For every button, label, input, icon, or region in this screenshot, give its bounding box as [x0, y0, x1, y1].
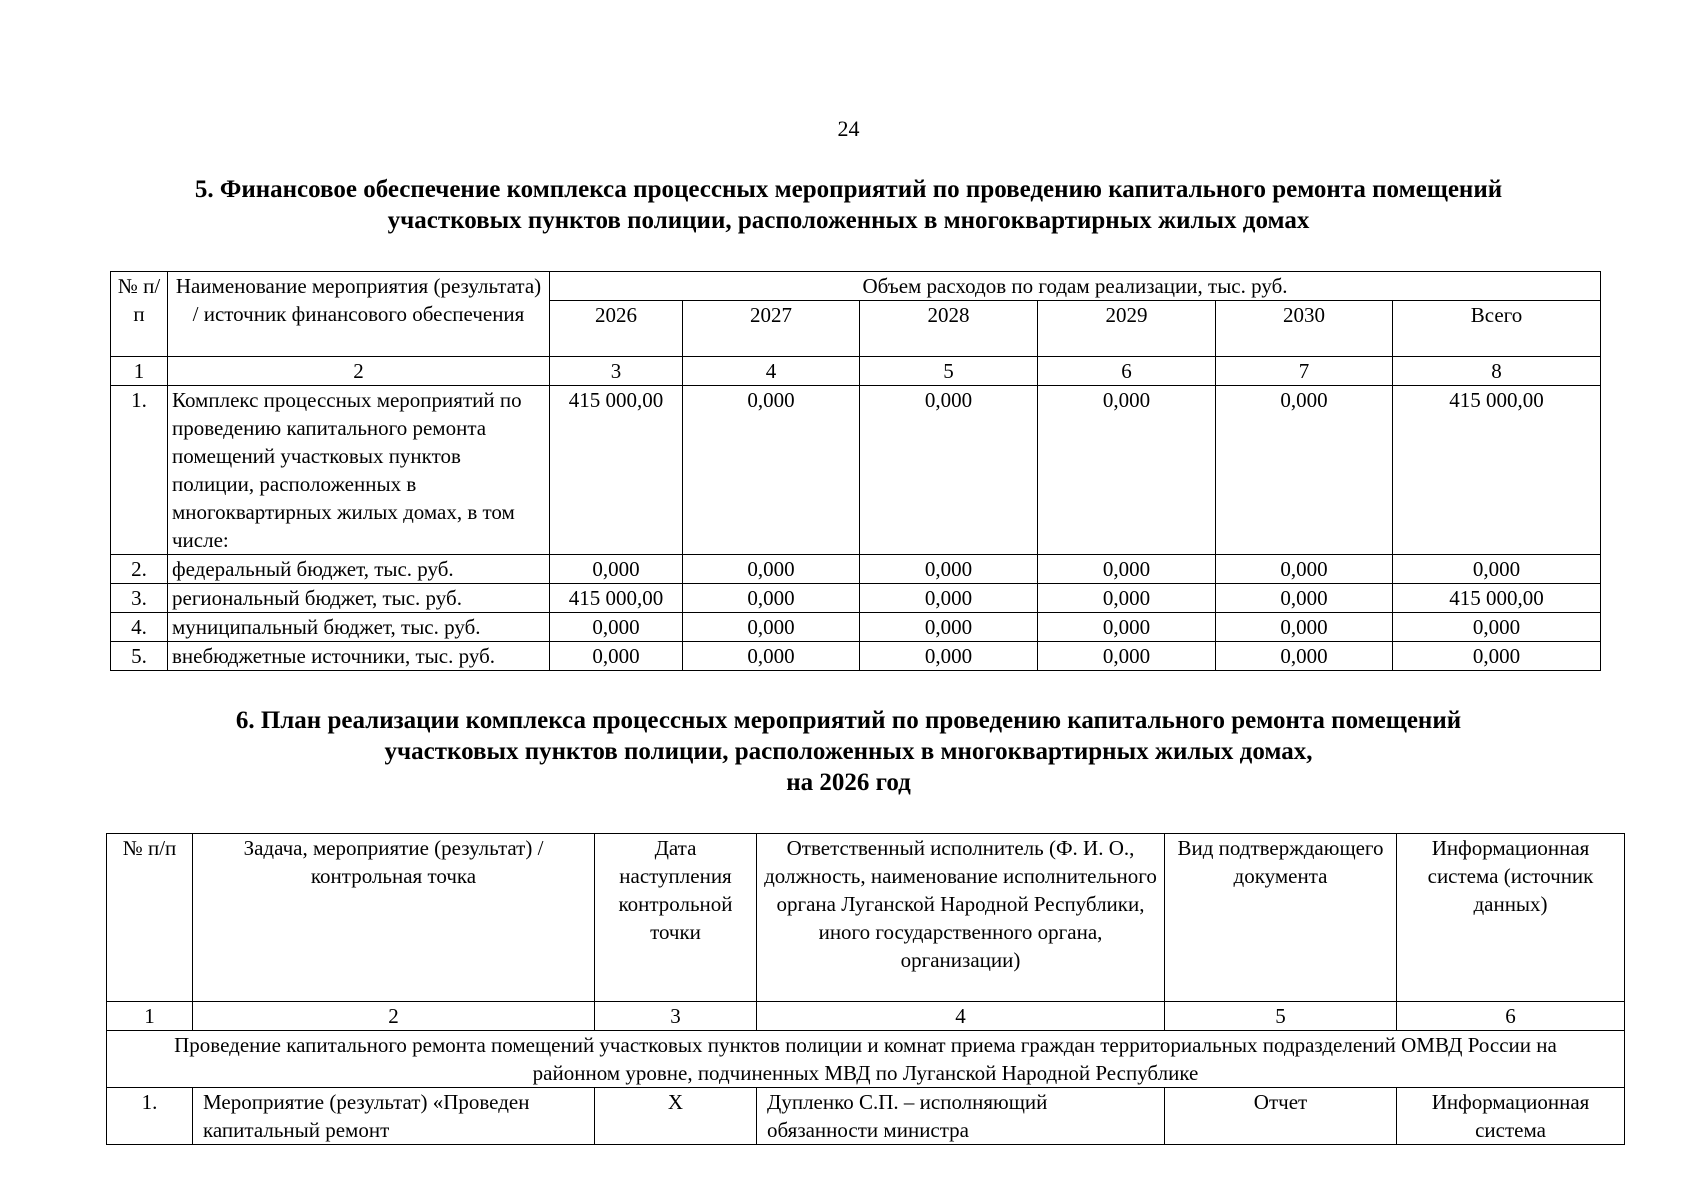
row-value: 415 000,00: [550, 386, 683, 555]
row-name: федеральный бюджет, тыс. руб.: [168, 555, 550, 584]
section6-title: [0, 705, 1697, 798]
header-year: 2029: [1038, 301, 1216, 357]
row-value: 0,000: [1216, 642, 1393, 671]
row-value: 0,000: [550, 642, 683, 671]
row-value: 0,000: [1216, 386, 1393, 555]
table-row: [111, 642, 1601, 671]
header-year: 2028: [860, 301, 1038, 357]
column-number: 2: [168, 357, 550, 386]
page-number: 24: [837, 116, 860, 141]
row-date: Х: [595, 1088, 757, 1145]
column-number: 2: [193, 1002, 595, 1031]
row-total: 415 000,00: [1393, 386, 1601, 555]
row-responsible: Дупленко С.П. – исполняющий обязанности министра: [757, 1088, 1165, 1145]
row-value: 0,000: [1216, 613, 1393, 642]
row-value: 0,000: [683, 584, 860, 613]
table-row: [111, 555, 1601, 584]
row-value: 0,000: [1038, 584, 1216, 613]
row-value: 0,000: [860, 386, 1038, 555]
header-information-system: Информационная система (источник данных): [1397, 834, 1625, 1002]
row-total: 415 000,00: [1393, 584, 1601, 613]
row-num: 1.: [107, 1088, 193, 1145]
column-number: 6: [1038, 357, 1216, 386]
header-responsible: Ответственный исполнитель (Ф. И. О., должность, наименование исполнительного органа Луганской Народной Республики, иного государственного органа, организации): [757, 834, 1165, 1002]
row-information-system: Информационная система: [1397, 1088, 1625, 1145]
row-num: 2.: [111, 555, 168, 584]
column-number: 5: [1165, 1002, 1397, 1031]
column-number: 3: [550, 357, 683, 386]
section6-title-line2: участковых пунктов полиции, расположенных в многоквартирных жилых домах,: [384, 738, 1313, 765]
column-number: 1: [111, 357, 168, 386]
row-value: 0,000: [1038, 555, 1216, 584]
header-year: 2026: [550, 301, 683, 357]
plan-header-row: [107, 834, 1625, 1002]
header-task: Задача, мероприятие (результат) / контрольная точка: [193, 834, 595, 1002]
header-date: Дата наступления контрольной точки: [595, 834, 757, 1002]
financing-colnum-row: [111, 357, 1601, 386]
row-value: 0,000: [683, 613, 860, 642]
column-number: 4: [683, 357, 860, 386]
row-value: 0,000: [1216, 555, 1393, 584]
row-value: 0,000: [1038, 386, 1216, 555]
section5-title: [0, 174, 1697, 236]
row-value: 0,000: [550, 613, 683, 642]
row-value: 0,000: [860, 642, 1038, 671]
row-value: 0,000: [860, 555, 1038, 584]
section6-title-line1: 6. План реализации комплекса процессных мероприятий по проведению капитального ремонта помещений: [235, 707, 1462, 734]
row-name: муниципальный бюджет, тыс. руб.: [168, 613, 550, 642]
table-row: [107, 1088, 1625, 1145]
row-value: 0,000: [683, 555, 860, 584]
row-num: 3.: [111, 584, 168, 613]
row-name: Комплекс процессных мероприятий по проведению капитального ремонта помещений участковых пунктов полиции, расположенных в многоквартирных жилых домах, в том числе:: [168, 386, 550, 555]
row-num: 4.: [111, 613, 168, 642]
header-year: 2030: [1216, 301, 1393, 357]
header-expenses-group: Объем расходов по годам реализации, тыс. руб.: [550, 272, 1601, 301]
column-number: 4: [757, 1002, 1165, 1031]
header-document: Вид подтверждающего документа: [1165, 834, 1397, 1002]
header-num: № п/п: [111, 272, 168, 357]
column-number: 5: [860, 357, 1038, 386]
row-value: 0,000: [683, 386, 860, 555]
row-value: 415 000,00: [550, 584, 683, 613]
column-number: 8: [1393, 357, 1601, 386]
table-row: [111, 386, 1601, 555]
financing-header-row: [111, 272, 1601, 301]
plan-group-row: [107, 1031, 1625, 1088]
table-row: [111, 584, 1601, 613]
row-name: региональный бюджет, тыс. руб.: [168, 584, 550, 613]
row-value: 0,000: [683, 642, 860, 671]
row-value: 0,000: [550, 555, 683, 584]
row-value: 0,000: [1038, 613, 1216, 642]
column-number: 7: [1216, 357, 1393, 386]
row-task: Мероприятие (результат) «Проведен капитальный ремонт: [193, 1088, 595, 1145]
group-title: Проведение капитального ремонта помещений участковых пунктов полиции и комнат приема граждан территориальных подразделений ОМВД России на районном уровне, подчиненных МВД по Луганской Народной Республике: [107, 1031, 1625, 1088]
header-num: № п/п: [107, 834, 193, 1002]
row-value: 0,000: [860, 613, 1038, 642]
header-year: 2027: [683, 301, 860, 357]
row-num: 1.: [111, 386, 168, 555]
section6-title-line3: на 2026 год: [786, 769, 911, 796]
financing-table: [110, 271, 1601, 671]
plan-colnum-row: [107, 1002, 1625, 1031]
section5-title-line2: участковых пунктов полиции, расположенных в многоквартирных жилых домах: [387, 207, 1310, 234]
row-total: 0,000: [1393, 642, 1601, 671]
section5-title-line1: 5. Финансовое обеспечение комплекса процессных мероприятий по проведению капитального ремонта помещений: [194, 176, 1503, 203]
row-value: 0,000: [1038, 642, 1216, 671]
row-num: 5.: [111, 642, 168, 671]
column-number: 6: [1397, 1002, 1625, 1031]
row-document: Отчет: [1165, 1088, 1397, 1145]
header-name: Наименование мероприятия (результата) / источник финансового обеспечения: [168, 272, 550, 357]
row-value: 0,000: [1216, 584, 1393, 613]
implementation-plan-table: [106, 833, 1625, 1145]
column-number: 1: [107, 1002, 193, 1031]
row-total: 0,000: [1393, 555, 1601, 584]
row-value: 0,000: [860, 584, 1038, 613]
header-total: Всего: [1393, 301, 1601, 357]
row-name: внебюджетные источники, тыс. руб.: [168, 642, 550, 671]
column-number: 3: [595, 1002, 757, 1031]
table-row: [111, 613, 1601, 642]
row-total: 0,000: [1393, 613, 1601, 642]
